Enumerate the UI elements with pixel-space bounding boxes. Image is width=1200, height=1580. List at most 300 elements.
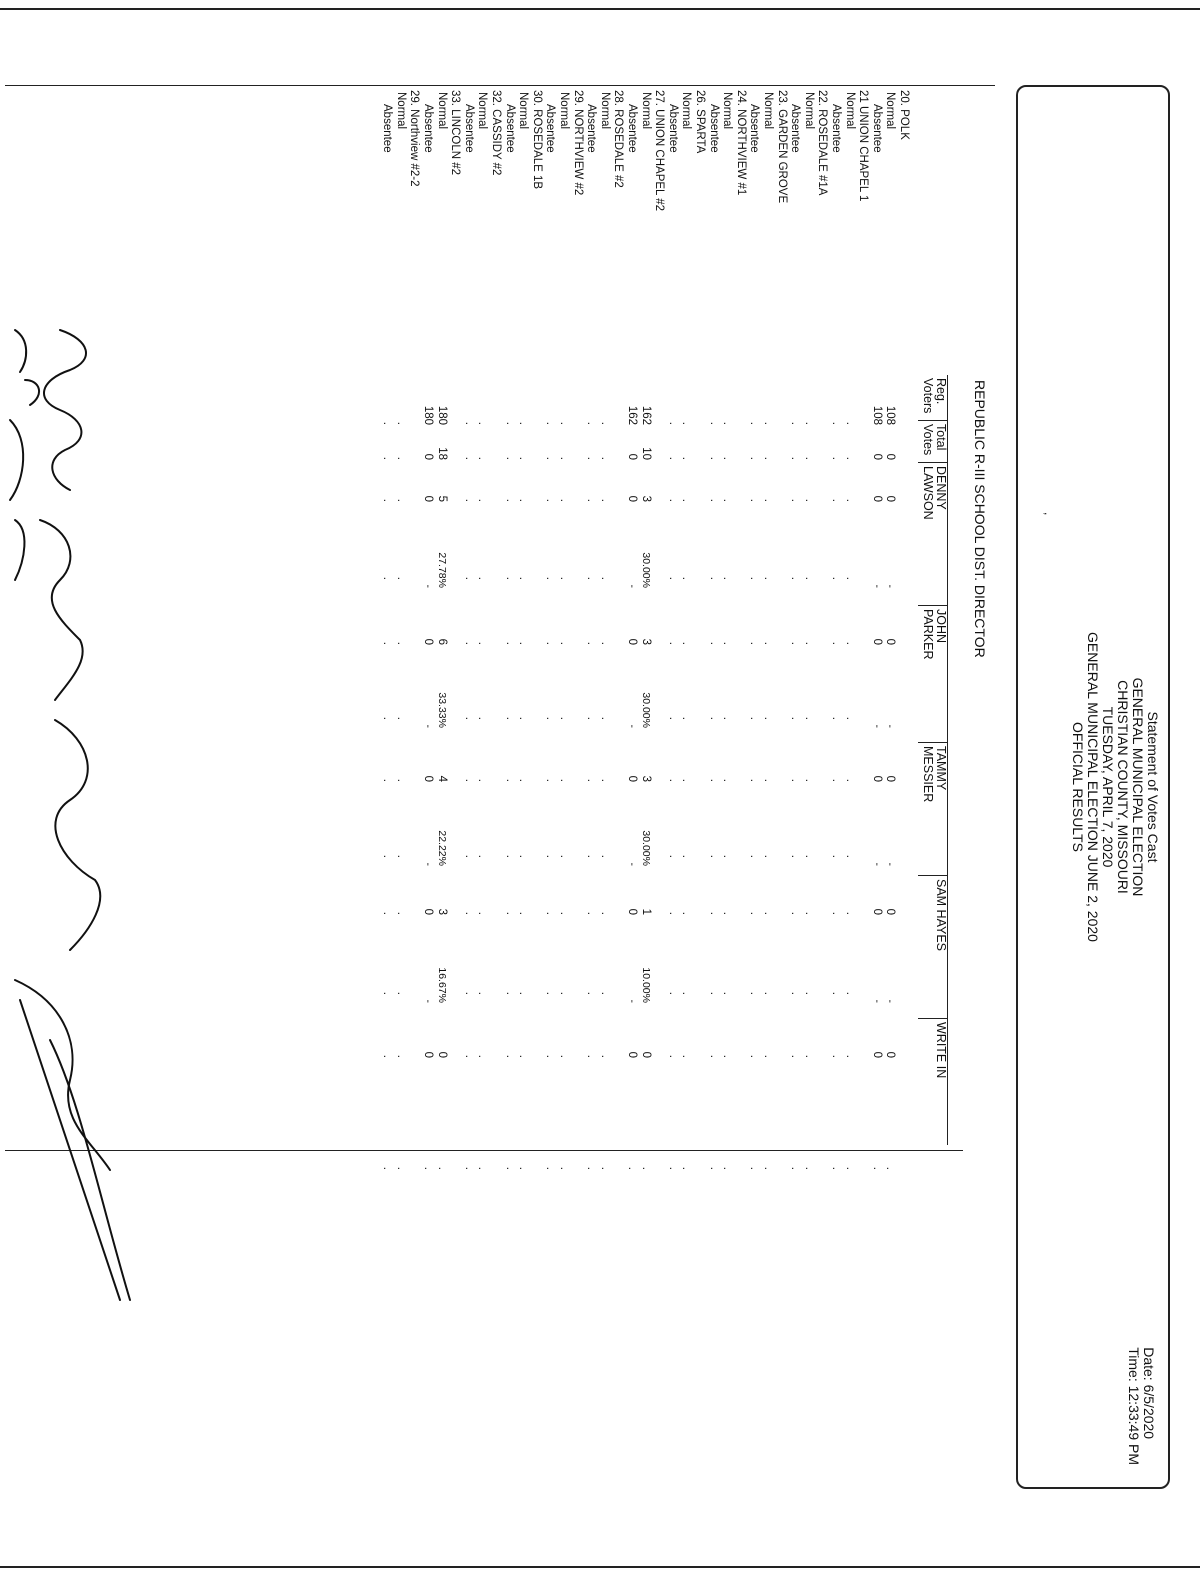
empty-cell-dot: . (830, 991, 842, 995)
empty-cell-dot: . (585, 421, 598, 425)
empty-cell-dot: . (666, 854, 679, 858)
table-row (408, 0, 420, 1150)
empty-cell-dot: . (789, 991, 802, 995)
empty-cell-dot: . (721, 854, 734, 858)
empty-cell-dot: . (830, 778, 842, 782)
vote-type-label: Absentee (585, 104, 598, 153)
empty-cell-dot: . (789, 854, 802, 858)
candidate-percent-cell: - (422, 584, 434, 588)
empty-cell-dot: . (394, 911, 407, 915)
table-row (422, 0, 434, 1170)
empty-cell-dot: . (707, 854, 720, 858)
table-row (721, 0, 734, 1170)
table-row (735, 0, 747, 1150)
empty-cell-dot: . (544, 576, 557, 580)
reg-voters-cell: 162 (639, 405, 652, 425)
empty-cell-dot: . (762, 498, 774, 502)
table-row (857, 0, 869, 1150)
empty-cell-dot: . (517, 641, 530, 645)
candidate-percent-cell: - (422, 724, 434, 728)
empty-cell-dot: . (476, 854, 489, 858)
empty-cell-dot: . (762, 911, 774, 915)
vote-type-label: Absentee (544, 104, 557, 153)
candidate-votes-cell: 0 (626, 908, 638, 915)
vote-type-label: Normal (721, 92, 734, 130)
empty-cell-dot: . (830, 911, 842, 915)
candidate-votes-cell: 0 (884, 495, 897, 502)
candidate-percent-cell: - (884, 999, 897, 1003)
empty-cell-dot: . (639, 1166, 652, 1170)
empty-cell-dot: . (680, 456, 693, 460)
empty-cell-dot: . (748, 854, 761, 858)
candidate-percent-cell: 30.00% (639, 552, 652, 588)
empty-cell-dot: . (394, 576, 407, 580)
empty-cell-dot: . (680, 1054, 693, 1058)
table-row (394, 0, 407, 1170)
empty-cell-dot: . (721, 498, 734, 502)
empty-cell-dot: . (462, 456, 475, 460)
empty-cell-dot: . (544, 456, 557, 460)
empty-cell-dot: . (789, 456, 802, 460)
empty-cell-dot: . (762, 641, 774, 645)
empty-cell-dot: . (585, 1166, 598, 1170)
candidate-votes-cell: 0 (870, 908, 883, 915)
candidate-percent-cell: 22.22% (435, 830, 448, 866)
candidate-percent-cell: - (422, 862, 434, 866)
empty-cell-dot: . (394, 456, 407, 460)
empty-cell-dot: . (544, 1054, 557, 1058)
empty-cell-dot: . (843, 1054, 856, 1058)
empty-cell-dot: . (381, 1166, 394, 1170)
col-divider (918, 462, 948, 463)
empty-cell-dot: . (666, 498, 679, 502)
reg-voters-cell: 162 (626, 405, 638, 425)
vote-type-label: Normal (884, 92, 897, 130)
empty-cell-dot: . (843, 911, 856, 915)
col-head-denny-lawson: DENNY LAWSON (921, 466, 948, 520)
table-row (680, 0, 693, 1170)
candidate-votes-cell: 0 (870, 495, 883, 502)
candidate-percent-cell: 10.00% (639, 967, 652, 1003)
col-head-total-votes: Total Votes (921, 424, 948, 456)
vote-type-label: Normal (598, 92, 611, 130)
candidate-votes-cell: 0 (884, 638, 897, 645)
empty-cell-dot: . (666, 991, 679, 995)
vote-type-label: Normal (762, 92, 774, 130)
table-row (639, 0, 652, 1170)
empty-cell-dot: . (802, 991, 815, 995)
empty-cell-dot: . (843, 641, 856, 645)
candidate-percent-cell: - (870, 584, 883, 588)
empty-cell-dot: . (626, 1166, 638, 1170)
candidate-votes-cell: 0 (870, 638, 883, 645)
table-row (449, 0, 461, 1150)
empty-cell-dot: . (748, 1166, 761, 1170)
empty-cell-dot: . (721, 421, 734, 425)
empty-cell-dot: . (598, 576, 611, 580)
empty-cell-dot: . (503, 456, 516, 460)
empty-cell-dot: . (585, 498, 598, 502)
empty-cell-dot: . (394, 716, 407, 720)
empty-cell-dot: . (843, 716, 856, 720)
empty-cell-dot: . (843, 778, 856, 782)
vote-type-label: Normal (476, 92, 489, 130)
empty-cell-dot: . (666, 576, 679, 580)
empty-cell-dot: . (381, 716, 394, 720)
write-in-votes-cell: 0 (626, 1051, 638, 1058)
vote-type-label: Normal (639, 92, 652, 130)
empty-cell-dot: . (830, 456, 842, 460)
vote-type-label: Absentee (503, 104, 516, 153)
empty-cell-dot: . (503, 1054, 516, 1058)
empty-cell-dot: . (721, 641, 734, 645)
table-row (558, 0, 570, 1170)
empty-cell-dot: . (762, 778, 774, 782)
empty-cell-dot: . (762, 991, 774, 995)
col-head-john-parker: JOHN PARKER (921, 609, 948, 660)
table-row (748, 0, 761, 1170)
empty-cell-dot: . (544, 1166, 557, 1170)
candidate-votes-cell: 0 (884, 908, 897, 915)
empty-cell-dot: . (680, 716, 693, 720)
empty-cell-dot: . (680, 421, 693, 425)
candidate-votes-cell: 0 (626, 638, 638, 645)
empty-cell-dot: . (802, 1166, 815, 1170)
empty-cell-dot: . (585, 576, 598, 580)
empty-cell-dot: . (748, 456, 761, 460)
vote-type-label: Absentee (789, 104, 802, 153)
empty-cell-dot: . (666, 911, 679, 915)
empty-cell-dot: . (680, 576, 693, 580)
empty-cell-dot: . (680, 641, 693, 645)
vote-type-label: Absentee (707, 104, 720, 153)
empty-cell-dot: . (394, 854, 407, 858)
empty-cell-dot: . (503, 716, 516, 720)
precinct-name: 33. LINCOLN #2 (449, 90, 462, 176)
vote-type-label: Normal (517, 92, 530, 130)
table-row (531, 0, 543, 1150)
vote-type-label: Absentee (748, 104, 761, 153)
candidate-percent-cell: - (884, 862, 897, 866)
candidate-percent-cell: - (626, 862, 638, 866)
col-divider (918, 1018, 948, 1019)
table-row (517, 0, 530, 1170)
table-row (476, 0, 489, 1170)
empty-cell-dot: . (381, 421, 394, 425)
empty-cell-dot: . (503, 576, 516, 580)
empty-cell-dot: . (558, 498, 570, 502)
empty-cell-dot: . (462, 576, 475, 580)
empty-cell-dot: . (435, 1166, 448, 1170)
empty-cell-dot: . (462, 911, 475, 915)
report-date-block (1126, 1347, 1156, 1465)
empty-cell-dot: . (558, 456, 570, 460)
empty-cell-dot: . (789, 498, 802, 502)
empty-cell-dot: . (830, 716, 842, 720)
candidate-percent-cell: 27.78% (435, 552, 448, 588)
candidate-votes-cell: 3 (639, 495, 652, 502)
empty-cell-dot: . (721, 456, 734, 460)
empty-cell-dot: . (830, 421, 842, 425)
empty-cell-dot: . (789, 576, 802, 580)
precinct-name: 29. NORTHVIEW #2 (571, 90, 584, 196)
col-head-reg-voters: Reg. Voters (921, 378, 948, 414)
empty-cell-dot: . (558, 1054, 570, 1058)
table-row (870, 0, 883, 1170)
empty-cell-dot: . (462, 1054, 475, 1058)
total-votes-cell: 0 (626, 453, 638, 460)
empty-cell-dot: . (843, 854, 856, 858)
empty-cell-dot: . (830, 854, 842, 858)
empty-cell-dot: . (503, 778, 516, 782)
empty-cell-dot: . (843, 576, 856, 580)
empty-cell-dot: . (544, 991, 557, 995)
table-row (816, 0, 828, 1150)
write-in-votes-cell: 0 (884, 1051, 897, 1058)
empty-cell-dot: . (517, 576, 530, 580)
write-in-votes-cell: 0 (639, 1051, 652, 1058)
candidate-percent-cell: - (870, 999, 883, 1003)
empty-cell-dot: . (394, 498, 407, 502)
table-row (776, 0, 788, 1150)
empty-cell-dot: . (394, 641, 407, 645)
empty-cell-dot: . (544, 716, 557, 720)
empty-cell-dot: . (558, 421, 570, 425)
report-title-line: TUESDAY, APRIL 7, 2020 (1100, 706, 1116, 868)
empty-cell-dot: . (476, 641, 489, 645)
empty-cell-dot: . (666, 1166, 679, 1170)
vote-type-label: Normal (802, 92, 815, 130)
empty-cell-dot: . (517, 778, 530, 782)
empty-cell-dot: . (462, 498, 475, 502)
empty-cell-dot: . (476, 778, 489, 782)
precinct-name: 32. CASSIDY #2 (490, 90, 502, 176)
total-votes-cell: 0 (884, 453, 897, 460)
empty-cell-dot: . (666, 421, 679, 425)
empty-cell-dot: . (598, 911, 611, 915)
empty-cell-dot: . (707, 1054, 720, 1058)
precinct-name: 29. Northview #2-2 (408, 90, 421, 187)
empty-cell-dot: . (476, 1054, 489, 1058)
empty-cell-dot: . (503, 991, 516, 995)
empty-cell-dot: . (802, 456, 815, 460)
empty-cell-dot: . (721, 911, 734, 915)
empty-cell-dot: . (802, 421, 815, 425)
empty-cell-dot: . (476, 576, 489, 580)
report-title-line: OFFICIAL RESULTS (1070, 722, 1086, 852)
reg-voters-cell: 180 (435, 405, 448, 425)
candidate-votes-cell: 4 (435, 775, 448, 782)
empty-cell-dot: . (666, 641, 679, 645)
table-row (802, 0, 815, 1170)
candidate-percent-cell: - (870, 862, 883, 866)
empty-cell-dot: . (843, 421, 856, 425)
empty-cell-dot: . (394, 778, 407, 782)
stray-mark: , (1042, 512, 1056, 516)
empty-cell-dot: . (870, 1166, 883, 1170)
total-votes-cell: 18 (435, 447, 448, 460)
empty-cell-dot: . (517, 1166, 530, 1170)
contest-title: REPUBLIC R-III SCHOOL DIST. DIRECTOR (972, 380, 988, 658)
candidate-votes-cell: 5 (435, 495, 448, 502)
table-row (762, 0, 774, 1170)
empty-cell-dot: . (503, 498, 516, 502)
empty-cell-dot: . (884, 1166, 897, 1170)
empty-cell-dot: . (707, 911, 720, 915)
col-divider (918, 742, 948, 743)
empty-cell-dot: . (843, 1166, 856, 1170)
empty-cell-dot: . (762, 1166, 774, 1170)
empty-cell-dot: . (707, 716, 720, 720)
empty-cell-dot: . (748, 716, 761, 720)
empty-cell-dot: . (666, 1054, 679, 1058)
empty-cell-dot: . (707, 421, 720, 425)
empty-cell-dot: . (585, 991, 598, 995)
vote-type-label: Absentee (381, 104, 394, 153)
total-votes-cell: 10 (639, 447, 652, 460)
candidate-percent-cell: - (884, 724, 897, 728)
empty-cell-dot: . (462, 991, 475, 995)
empty-cell-dot: . (558, 991, 570, 995)
table-row (503, 0, 516, 1170)
empty-cell-dot: . (585, 1054, 598, 1058)
table-row (544, 0, 557, 1170)
empty-cell-dot: . (721, 576, 734, 580)
empty-cell-dot: . (381, 498, 394, 502)
empty-cell-dot: . (517, 498, 530, 502)
empty-cell-dot: . (544, 778, 557, 782)
empty-cell-dot: . (394, 991, 407, 995)
empty-cell-dot: . (802, 576, 815, 580)
empty-cell-dot: . (381, 778, 394, 782)
table-row (612, 0, 624, 1150)
empty-cell-dot: . (748, 498, 761, 502)
reg-voters-cell: 108 (884, 405, 897, 425)
empty-cell-dot: . (802, 716, 815, 720)
empty-cell-dot: . (789, 641, 802, 645)
candidate-votes-cell: 0 (422, 638, 434, 645)
empty-cell-dot: . (476, 991, 489, 995)
empty-cell-dot: . (381, 991, 394, 995)
empty-cell-dot: . (381, 1054, 394, 1058)
report-title-line: CHRISTIAN COUNTY, MISSOURI (1115, 680, 1131, 894)
empty-cell-dot: . (598, 641, 611, 645)
report-title-line: GENERAL MUNICIPAL ELECTION JUNE 2, 2020 (1085, 632, 1101, 942)
empty-cell-dot: . (707, 576, 720, 580)
empty-cell-dot: . (544, 854, 557, 858)
empty-cell-dot: . (544, 421, 557, 425)
empty-cell-dot: . (462, 641, 475, 645)
candidate-percent-cell: - (626, 584, 638, 588)
table-row (694, 0, 706, 1150)
col-divider (918, 875, 948, 876)
empty-cell-dot: . (707, 991, 720, 995)
empty-cell-dot: . (517, 854, 530, 858)
empty-cell-dot: . (476, 716, 489, 720)
precinct-name: 20. POLK (898, 90, 910, 140)
empty-cell-dot: . (462, 778, 475, 782)
empty-cell-dot: . (789, 421, 802, 425)
empty-cell-dot: . (517, 421, 530, 425)
candidate-percent-cell: - (626, 724, 638, 728)
empty-cell-dot: . (422, 1166, 434, 1170)
table-row (789, 0, 802, 1170)
empty-cell-dot: . (598, 716, 611, 720)
candidate-percent-cell: 33.33% (435, 692, 448, 728)
candidate-votes-cell: 6 (435, 638, 448, 645)
empty-cell-dot: . (762, 854, 774, 858)
candidate-percent-cell: 16.67% (435, 967, 448, 1003)
table-row (707, 0, 720, 1170)
empty-cell-dot: . (680, 991, 693, 995)
empty-cell-dot: . (544, 911, 557, 915)
empty-cell-dot: . (476, 1166, 489, 1170)
empty-cell-dot: . (394, 1166, 407, 1170)
vote-type-label: Absentee (462, 104, 475, 153)
candidate-votes-cell: 0 (626, 495, 638, 502)
empty-cell-dot: . (721, 778, 734, 782)
report-time: Time: 12:33:49 PM (1126, 1347, 1142, 1465)
candidate-votes-cell: 3 (435, 908, 448, 915)
table-row (490, 0, 502, 1150)
table-row (435, 0, 448, 1170)
write-in-votes-cell: 0 (870, 1051, 883, 1058)
report-header-box (1016, 85, 1170, 1489)
precinct-name: 24. NORTHVIEW #1 (734, 90, 747, 196)
table-row (898, 0, 910, 1150)
col-head-write-in: WRITE IN (934, 1022, 948, 1079)
empty-cell-dot: . (748, 1054, 761, 1058)
empty-cell-dot: . (544, 498, 557, 502)
empty-cell-dot: . (680, 778, 693, 782)
empty-cell-dot: . (598, 991, 611, 995)
vote-type-label: Absentee (422, 104, 434, 153)
empty-cell-dot: . (598, 456, 611, 460)
table-row (598, 0, 611, 1170)
table-row (585, 0, 598, 1170)
empty-cell-dot: . (503, 854, 516, 858)
precinct-name: 27. UNION CHAPEL #2 (653, 90, 666, 212)
empty-cell-dot: . (748, 778, 761, 782)
total-votes-cell: 0 (870, 453, 883, 460)
candidate-percent-cell: - (884, 584, 897, 588)
empty-cell-dot: . (462, 716, 475, 720)
empty-cell-dot: . (843, 991, 856, 995)
empty-cell-dot: . (748, 576, 761, 580)
candidate-votes-cell: 0 (422, 775, 434, 782)
empty-cell-dot: . (748, 641, 761, 645)
empty-cell-dot: . (843, 498, 856, 502)
precinct-name: 22. ROSEDALE #1A (816, 90, 829, 196)
empty-cell-dot: . (517, 716, 530, 720)
candidate-votes-cell: 0 (870, 775, 883, 782)
empty-cell-dot: . (762, 1054, 774, 1058)
empty-cell-dot: . (503, 421, 516, 425)
empty-cell-dot: . (748, 991, 761, 995)
empty-cell-dot: . (462, 1166, 475, 1170)
empty-cell-dot: . (802, 911, 815, 915)
reg-voters-cell: 180 (422, 405, 434, 425)
empty-cell-dot: . (517, 456, 530, 460)
empty-cell-dot: . (558, 641, 570, 645)
empty-cell-dot: . (503, 911, 516, 915)
empty-cell-dot: . (802, 778, 815, 782)
empty-cell-dot: . (762, 716, 774, 720)
empty-cell-dot: . (666, 778, 679, 782)
empty-cell-dot: . (598, 1166, 611, 1170)
empty-cell-dot: . (762, 421, 774, 425)
empty-cell-dot: . (707, 498, 720, 502)
